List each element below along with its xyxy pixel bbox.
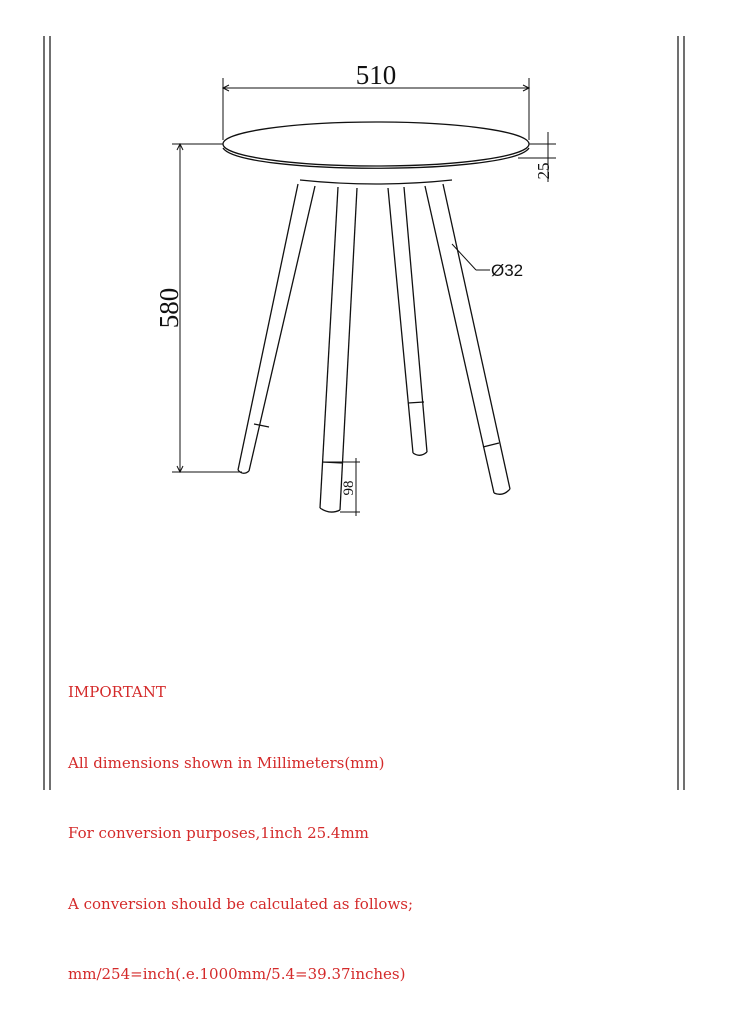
leg-right <box>425 184 510 494</box>
notes-block <box>68 634 413 1010</box>
dimension-label-top-thickness: 25 <box>534 162 553 180</box>
notes-line-formula: mm/254=inch(.e.1000mm/5.4=39.37inches) <box>68 965 406 983</box>
notes-heading: IMPORTANT <box>68 683 166 701</box>
leg-left <box>238 184 315 473</box>
notes-line-method: A conversion should be calculated as follows; <box>68 894 414 913</box>
notes-line-units: All dimensions shown in Millimeters(mm) <box>68 753 385 772</box>
leg-front-left <box>320 187 357 512</box>
dimension-label-top-width: 510 <box>355 60 397 90</box>
dimension-label-foot-cap: 98 <box>341 480 357 496</box>
dimension-label-leg-diameter: Ø32 <box>491 261 524 280</box>
notes-line-conversion: For conversion purposes,1inch 25.4mm <box>68 824 369 842</box>
tabletop <box>223 122 529 184</box>
leg-front-right <box>388 187 427 455</box>
table-legs <box>238 184 510 512</box>
dimension-label-total-height: 580 <box>154 287 184 329</box>
